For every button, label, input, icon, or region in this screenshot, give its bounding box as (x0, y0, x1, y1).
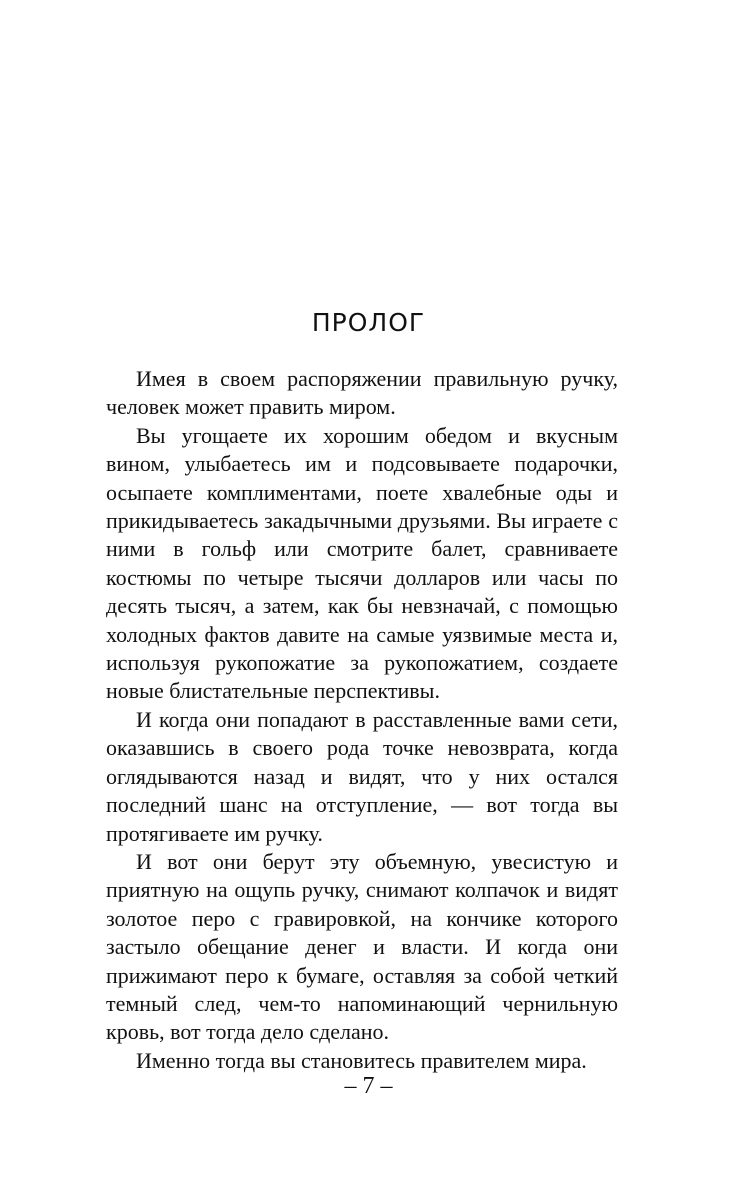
paragraph-4: И вот они берут эту объемную, увесистую и приятную на ощупь ручку, снимают колпачок и видят золотое перо с гравировкой, на кончике которого застыло обещание денег и власти. И когда они прижимают перо к бумаге, оставляя за собой четкий темный след, чем-то напоминающий чернильную кровь, вот тогда дело сделано. (106, 848, 618, 1045)
page-number: – 7 – (344, 1073, 393, 1099)
prologue-text (106, 365, 618, 1075)
paragraph-2: Вы угощаете их хорошим обедом и вкусным вином, улыбаетесь им и подсовываете подарочки, осыпаете комплиментами, поете хвалебные оды и прикидываетесь закадычными друзьями. Вы играете с ними в гольф или смотрите балет, сравниваете костюмы по четыре тысячи долларов или часы по десять тысяч, а затем, как бы невзначай, с помощью холодных фактов давите на самые уязвимые места и, используя рукопожатие за рукопожатием, создаете новые блистательные перспективы. (106, 422, 618, 704)
paragraph-5: Именно тогда вы становитесь правителем мира. (136, 1047, 587, 1073)
paragraph-3: И когда они попадают в расставленные вами сети, оказавшись в своего рода точке невозврата, когда оглядываются назад и видят, что у них остался последний шанс на отступление, — вот тогда вы протягиваете им ручку. (106, 706, 618, 846)
chapter-title: ПРОЛОГ (311, 308, 426, 337)
paragraph-1: Имея в своем распоряжении правильную ручку, человек может править миром. (106, 366, 618, 420)
